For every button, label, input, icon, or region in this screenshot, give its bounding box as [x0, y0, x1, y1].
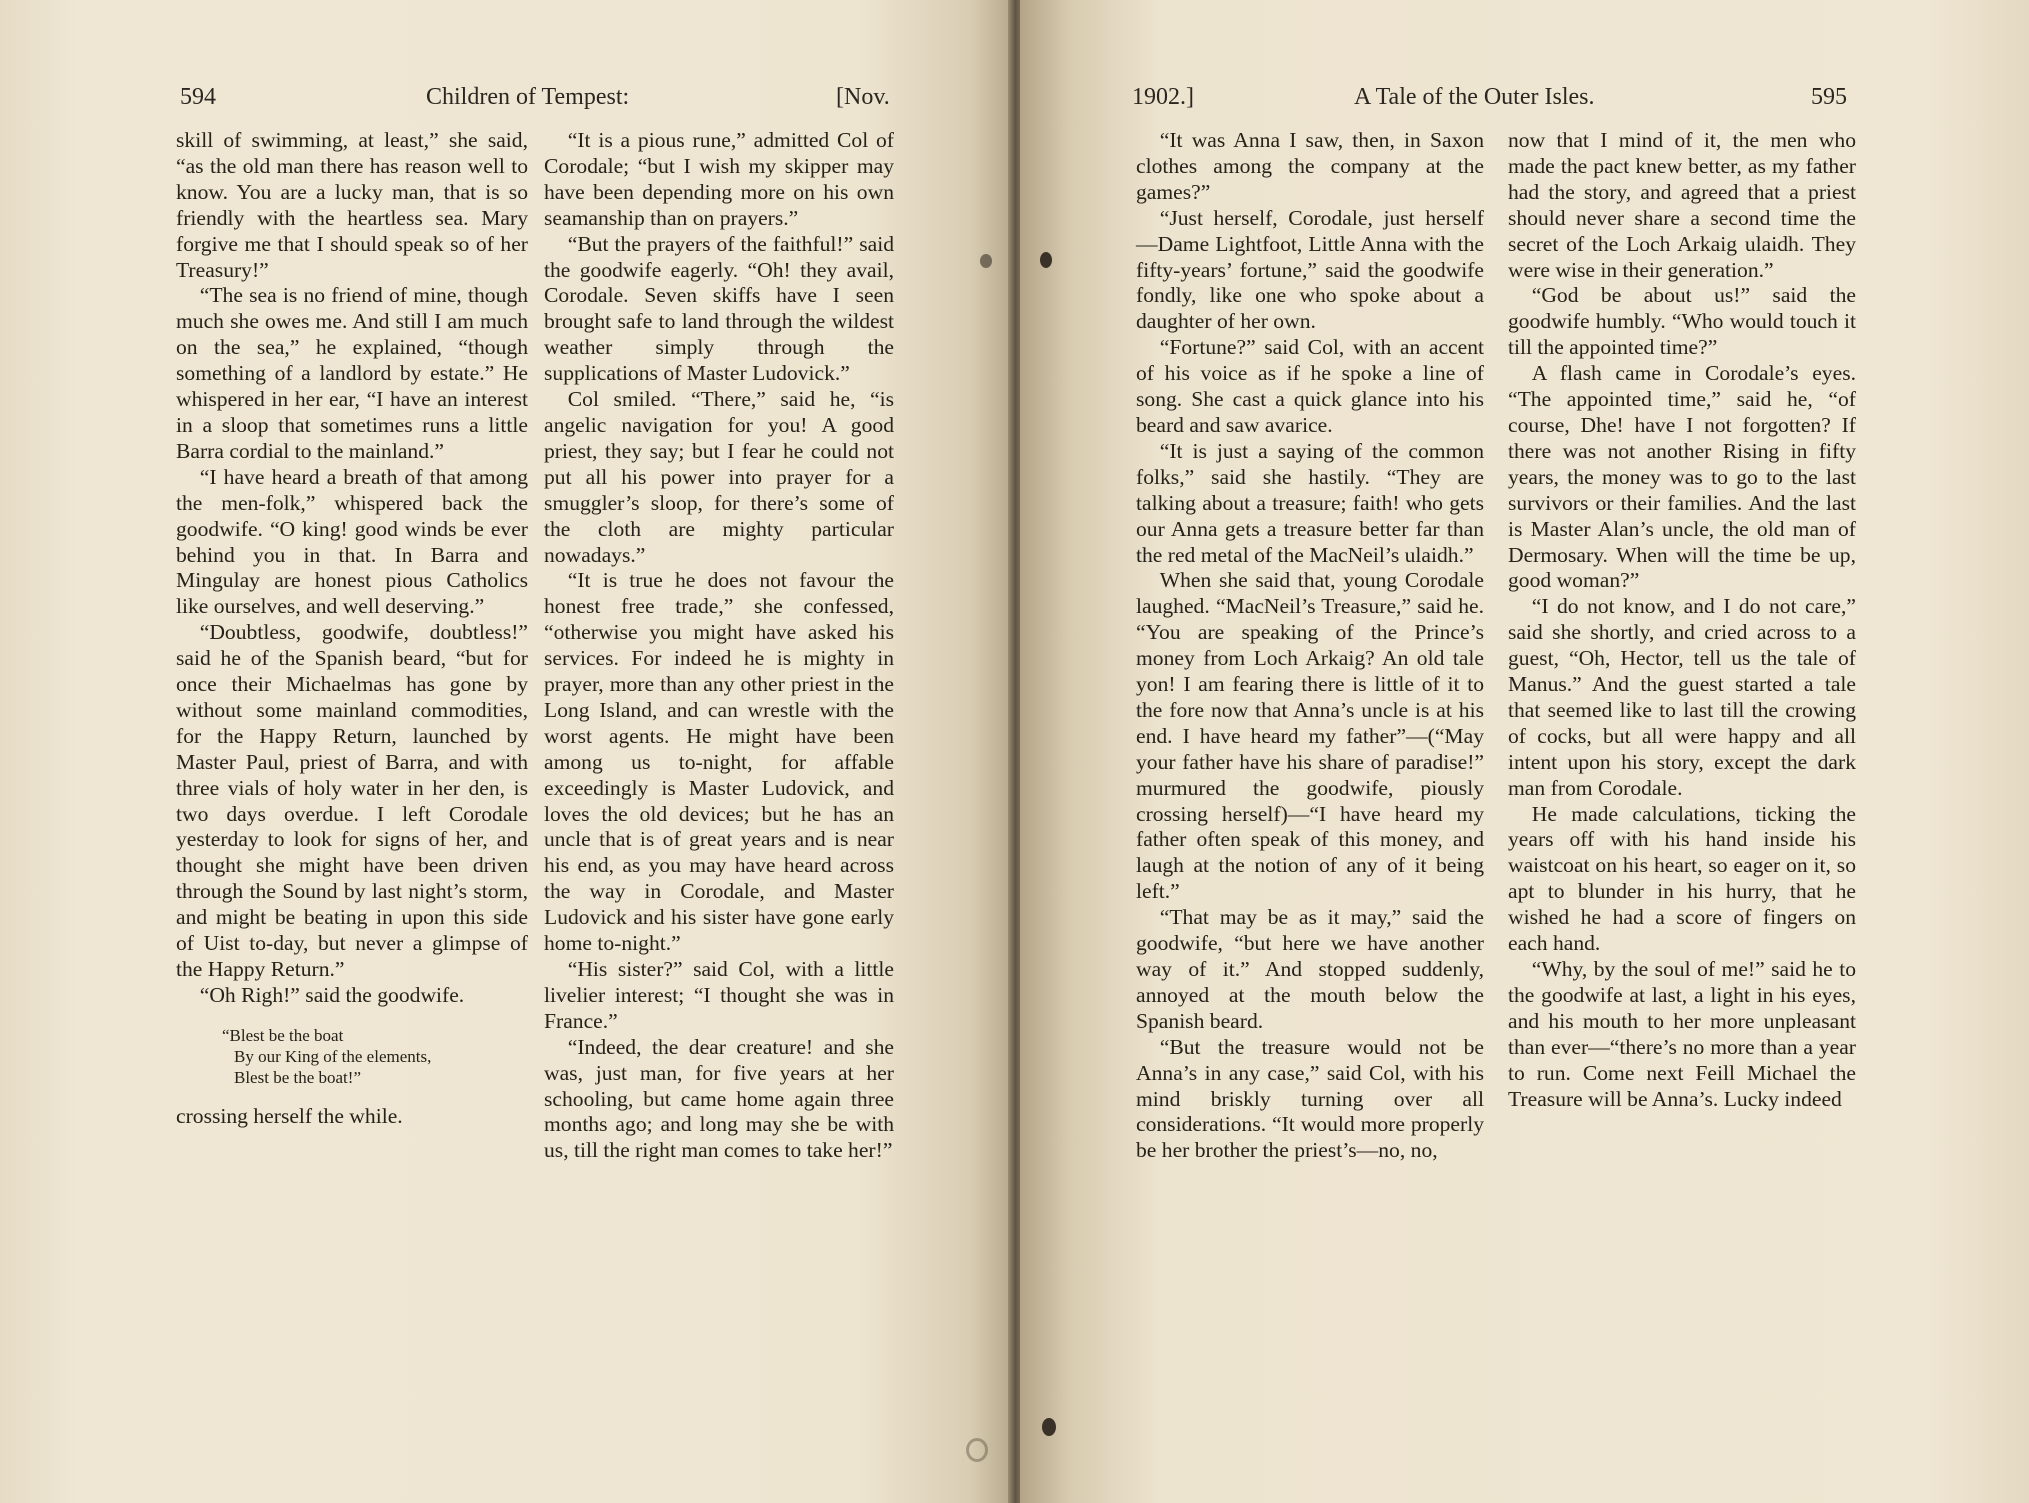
paragraph: “It was Anna I saw, then, in Saxon clothes among the company at the games?”	[1136, 128, 1484, 204]
paragraph: “That may be as it may,” said the goodwife, “but here we have another way of it.” And stopped suddenly, annoyed at the mouth below the Spanish beard.	[1136, 905, 1484, 1033]
text-column-2	[1508, 128, 1856, 1112]
paper-blemish	[1040, 252, 1052, 268]
paragraph: He made calculations, ticking the years off with his hand inside his waistcoat on his heart, so eager on it, so apt to blunder in his hurry, that he wished he had a score of fingers on each hand.	[1508, 801, 1856, 956]
paragraph: “I have heard a breath of that among the men-folk,” whispered back the goodwife. “O king! good winds be ever behind you in that. In Barra and Mingulay are honest pious Catholics like ourselves, and well deserving.”	[176, 464, 528, 619]
right-page	[1020, 0, 2029, 1503]
page-number: 594	[180, 84, 216, 110]
running-title: A Tale of the Outer Isles.	[1354, 84, 1595, 110]
paragraph: “Just herself, Corodale, just herself—Dame Lightfoot, Little Anna with the fifty-years’ fortune,” said the goodwife fondly, like one who spoke about a daughter of her own.	[1136, 205, 1484, 334]
paragraph: skill of swimming, at least,” she said, “as the old man there has reason well to know. You are a lucky man, that is so friendly with the heartless sea. Mary forgive me that I should speak so of her Treasury!”	[176, 128, 528, 282]
paragraph: “It is true he does not favour the honest free trade,” she confessed, “otherwise you might have asked his services. For indeed he is mighty in prayer, more than any other priest in the Long Island, and can wrestle with the worst agents. He might have been among us to-night, for affable exceedingly is Master Ludovick, and loves the old devices; but he has an uncle that is of great years and is near his end, as you may have heard across the way in Corodale, and Master Ludovick and his sister have gone early home to-night.”	[544, 568, 894, 956]
paragraph: “Indeed, the dear creature! and she was, just man, for five years at her schooling, but came home again three months ago; and long may she be with us, till the right man comes to take her!”	[544, 1034, 894, 1163]
verse-line: Blest be the boat!”	[234, 1067, 361, 1087]
paragraph: “It is a pious rune,” admitted Col of Corodale; “but I wish my skipper may have been depending more on his own seamanship than on prayers.”	[544, 128, 894, 230]
text-column-1	[1136, 128, 1484, 1164]
paper-blemish	[966, 1438, 988, 1462]
running-month: [Nov.	[836, 84, 890, 110]
paragraph: “But the treasure would not be Anna’s in any case,” said Col, with his mind briskly turning over all considerations. “It would more properly be her brother the priest’s—no, no,	[1136, 1034, 1484, 1163]
verse-line: By our King of the elements,	[234, 1046, 432, 1066]
paragraph: A flash came in Corodale’s eyes. “The appointed time,” said he, “of course, Dhe! have I not forgotten? If there was not another Rising in fifty years, the money was to go to the last survivors or their families. And the last is Master Alan’s uncle, the old man of Dermosary. When will the time be up, good woman?”	[1508, 361, 1856, 593]
paragraph: “It is just a saying of the common folks,” said she hastily. “They are talking about a treasure; faith! who gets our Anna gets a treasure better far than the red metal of the MacNeil’s ulaidh.”	[1136, 438, 1484, 567]
running-year: 1902.]	[1132, 84, 1194, 110]
verse-block	[222, 1025, 528, 1088]
paragraph: crossing herself the while.	[176, 1103, 403, 1128]
paragraph: “Why, by the soul of me!” said he to the goodwife at last, a light in his eyes, and his mouth to her more unpleasant than ever—“there’s no more than a year to run. Come next Feill Michael the Treasure will be Anna’s. Lucky indeed	[1508, 957, 1856, 1111]
paragraph: “Fortune?” said Col, with an accent of his voice as if he spoke a line of song. She cast a quick glance into his beard and saw avarice.	[1136, 335, 1484, 437]
paragraph: “But the prayers of the faithful!” said the goodwife eagerly. “Oh! they avail, Corodale. Seven skiffs have I seen brought safe to land through the wildest weather simply through the supplications of Master Ludovick.”	[544, 231, 894, 386]
paragraph: “His sister?” said Col, with a little livelier interest; “I thought she was in France.”	[544, 957, 894, 1033]
paragraph: When she said that, young Corodale laughed. “MacNeil’s Treasure,” said he. “You are speaking of the Prince’s money from Loch Arkaig? An old tale yon! I am fearing there is little of it to the fore now that Anna’s uncle is at his end. I have heard my father”—(“May your father have his share of paradise!” murmured the goodwife, piously crossing herself)—“I have heard my father often speak of this money, and laugh at the notion of any of it being left.”	[1136, 568, 1484, 904]
left-page	[0, 0, 1010, 1503]
paragraph: “The sea is no friend of mine, though much she owes me. And still I am much on the sea,” he explained, “though something of a landlord by estate.” He whispered in her ear, “I have an interest in a sloop that sometimes runs a little Barra cordial to the mainland.”	[176, 283, 528, 463]
paper-blemish	[1042, 1418, 1056, 1436]
paragraph: “God be about us!” said the goodwife humbly. “Who would touch it till the appointed time?”	[1508, 283, 1856, 360]
running-title: Children of Tempest:	[426, 84, 630, 110]
verse-line: “Blest be the boat	[222, 1025, 344, 1045]
page-number: 595	[1811, 84, 1847, 110]
text-column-1	[176, 128, 528, 1130]
paragraph: Col smiled. “There,” said he, “is angelic navigation for you! A good priest, they say; but I fear he could not put all his power into prayer for a smuggler’s sloop, for there’s some of the cloth are mighty particular nowadays.”	[544, 387, 894, 567]
paragraph: now that I mind of it, the men who made the pact knew better, as my father had the story, and agreed that a priest should never share a second time the secret of the Loch Arkaig ulaidh. They were wise in their generation.”	[1508, 128, 1856, 282]
text-column-2	[544, 128, 894, 1164]
paragraph: “Doubtless, goodwife, doubtless!” said he of the Spanish beard, “but for once their Michaelmas has gone by without some mainland commodities, for the Happy Return, launched by Master Paul, priest of Barra, and with three vials of holy water in her den, is two days overdue. I left Corodale yesterday to look for signs of her, and thought she might have been driven through the Sound by last night’s storm, and might be beating in upon this side of Uist to-day, but never a glimpse of the Happy Return.”	[176, 620, 528, 981]
paragraph: “Oh Righ!” said the goodwife.	[199, 982, 465, 1007]
paragraph: “I do not know, and I do not care,” said she shortly, and cried across to a guest, “Oh, Hector, tell us the tale of Manus.” And the guest started a tale that seemed like to last till the crowing of cocks, but all were happy and all intent upon his story, except the dark man from Corodale.	[1508, 594, 1856, 800]
paper-blemish	[980, 254, 992, 268]
